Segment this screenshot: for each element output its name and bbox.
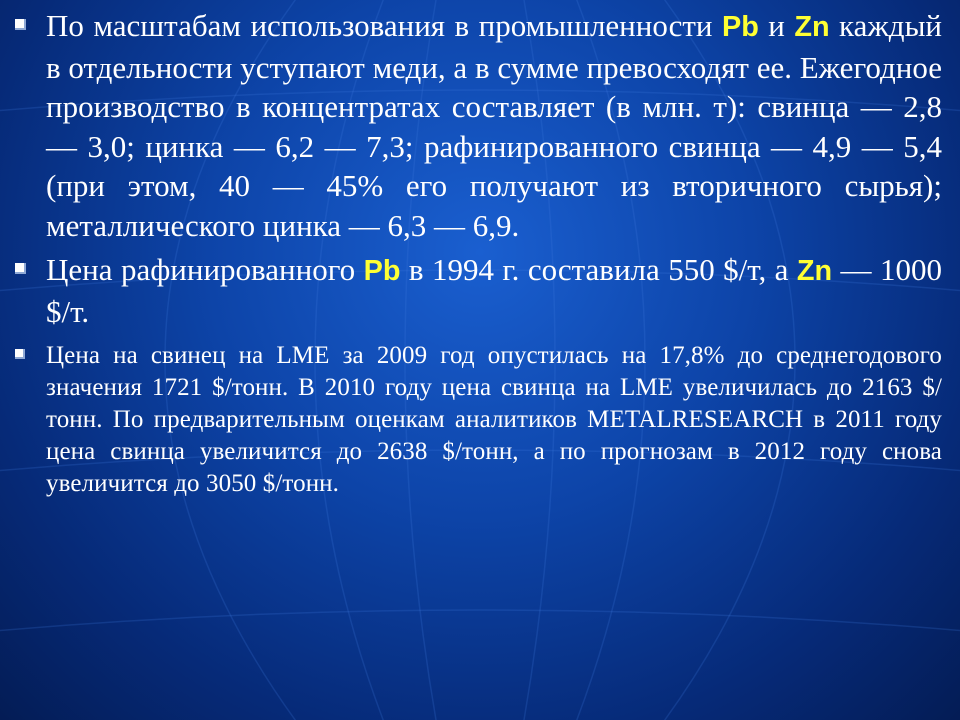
pb-symbol: Pb — [721, 11, 759, 43]
bullet-lme-price — [0, 340, 960, 500]
square-bullet-icon — [15, 263, 26, 274]
bullet-price-1994 — [0, 250, 960, 331]
pb-symbol: Pb — [363, 255, 401, 287]
bullet-production — [0, 6, 960, 245]
square-bullet-icon — [15, 19, 26, 30]
bullet-text: Цена на свинец на LME за 2009 год опустилась на 17,8% до среднегодового значения 1721 $/тонн. В 2010 году цена свинца на LME увеличилась до 2163 $/тонн. По предварительным оценкам аналитиков METALRESEARCH в 2011 году цена свинца увеличится до 2638 $/тонн, а по прогнозам в 2012 году снова увеличится до 3050 $/тонн. — [46, 342, 942, 497]
bullet-text: Цена рафинированного Pb в 1994 г. составила 550 $/т, а Zn — 1000 $/т. — [46, 252, 942, 329]
bullet-text: По масштабам использования в промышленности Pb и Zn каждый в отдельности уступают меди, а в сумме превосходят ее. Ежегодное производство в концентратах составляет (в млн. т): свинца — 2,8 — 3,0; цинка — 6,2 — 7,3; рафинированного свинца — 4,9 — 5,4 (при этом, 40 — 45% его получают из вторичного сырья); металлического цинка — 6,3 — 6,9. — [46, 8, 942, 243]
zn-symbol: Zn — [796, 255, 833, 287]
square-bullet-icon — [15, 349, 25, 359]
zn-symbol: Zn — [794, 11, 830, 43]
slide-content — [0, 6, 960, 500]
